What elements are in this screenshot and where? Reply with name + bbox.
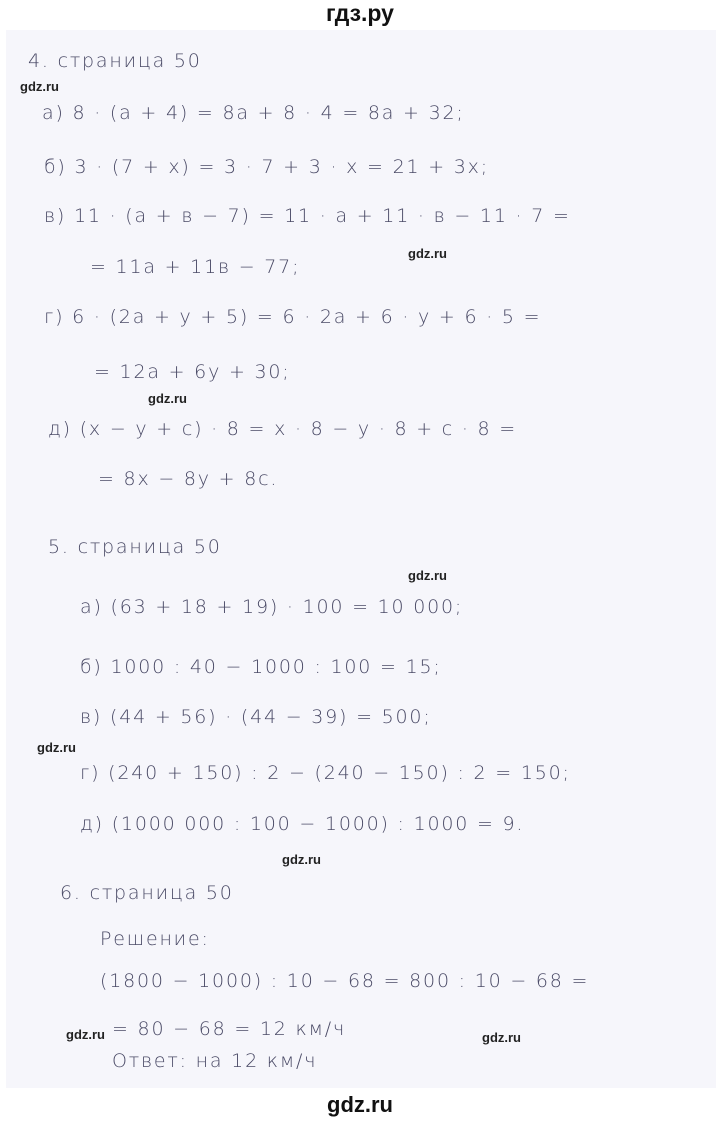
watermark: gdz.ru — [20, 79, 59, 94]
task6-line-1: (1800 − 1000) : 10 − 68 = 800 : 10 − 68 = — [100, 970, 590, 992]
task5-line-v: в) (44 + 56) · (44 − 39) = 500; — [80, 706, 432, 728]
site-header: гдз.ру — [0, 0, 720, 30]
task4-line-v1: в) 11 · (а + в − 7) = 11 · а + 11 · в − 11 · 7 = — [44, 205, 571, 227]
task6-solution-label: Решение: — [100, 928, 210, 950]
site-footer: gdz.ru — [0, 1088, 720, 1128]
watermark: gdz.ru — [282, 852, 321, 867]
task5-line-g: г) (240 + 150) : 2 − (240 − 150) : 2 = 150; — [80, 762, 571, 784]
task5-line-b: б) 1000 : 40 − 1000 : 100 = 15; — [80, 656, 442, 678]
watermark: gdz.ru — [408, 246, 447, 261]
task5-line-d: д) (1000 000 : 100 − 1000) : 1000 = 9. — [80, 813, 525, 835]
task6-heading: 6. страница 50 — [60, 882, 234, 904]
task4-line-v2: = 11а + 11в − 77; — [90, 256, 301, 278]
watermark: gdz.ru — [148, 391, 187, 406]
task4-line-d2: = 8х − 8у + 8с. — [98, 468, 279, 490]
task4-line-g1: г) 6 · (2а + у + 5) = 6 · 2а + 6 · у + 6 · 5 = — [44, 306, 542, 328]
task4-line-g2: = 12а + 6у + 30; — [94, 361, 291, 383]
task4-heading: 4. страница 50 — [28, 50, 202, 72]
task6-answer: Ответ: на 12 км/ч — [112, 1050, 318, 1072]
watermark: gdz.ru — [482, 1030, 521, 1045]
watermark: gdz.ru — [37, 740, 76, 755]
task4-line-d1: д) (х − у + с) · 8 = х · 8 − у · 8 + с · 8 = — [48, 418, 517, 440]
task5-heading: 5. страница 50 — [48, 536, 222, 558]
task6-line-2: = 80 − 68 = 12 км/ч — [112, 1018, 346, 1040]
task4-line-a: а) 8 · (а + 4) = 8а + 8 · 4 = 8а + 32; — [42, 102, 465, 124]
task5-line-a: а) (63 + 18 + 19) · 100 = 10 000; — [80, 596, 464, 618]
watermark: gdz.ru — [408, 568, 447, 583]
task4-line-b: б) 3 · (7 + х) = 3 · 7 + 3 · х = 21 + 3х; — [44, 156, 489, 178]
watermark: gdz.ru — [66, 1027, 105, 1042]
